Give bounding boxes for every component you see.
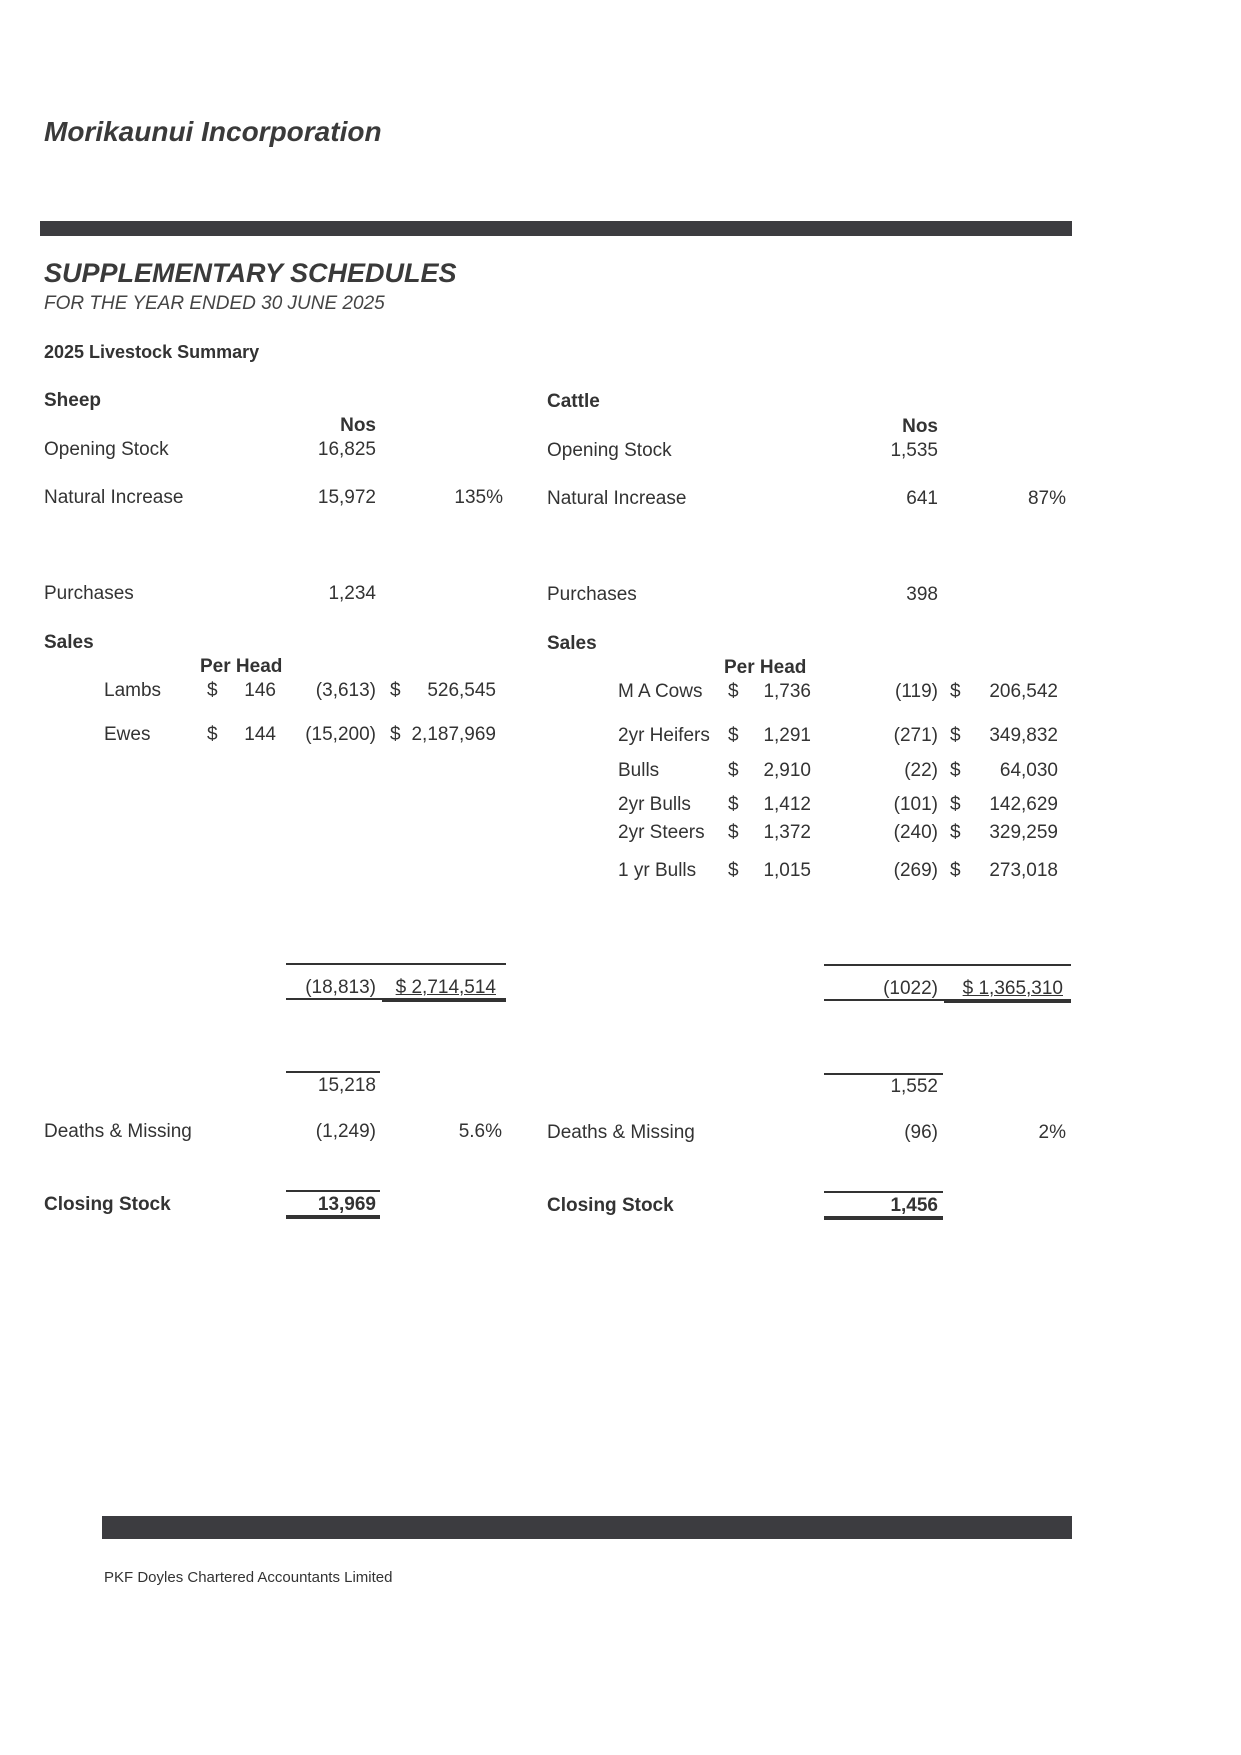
cattle-sale-row-name: 1 yr Bulls — [618, 860, 697, 881]
sheep-total-amount-rule — [382, 998, 506, 1002]
sheep-closing-value: 13,969 — [317, 1194, 376, 1215]
sheep-closing-label: Closing Stock — [44, 1194, 171, 1215]
cattle-total-top-rule — [824, 964, 1071, 966]
cattle-sale-row-per-head: 1,412 — [763, 794, 811, 815]
cattle-sale-row-currency: $ — [728, 681, 739, 702]
cattle-sale-row-amount: 329,259 — [989, 822, 1058, 843]
sheep-closing-top-rule — [286, 1190, 380, 1192]
cattle-closing-label: Closing Stock — [547, 1195, 674, 1216]
sheep-subtotal-rule — [286, 1071, 380, 1073]
cattle-sale-row-amount: 273,018 — [989, 860, 1058, 881]
cattle-purchases-value: 398 — [906, 584, 938, 605]
sheep-natural-value: 15,972 — [317, 487, 376, 508]
sheep-sale-row-currency: $ — [207, 680, 218, 701]
cattle-deaths-label: Deaths & Missing — [547, 1122, 695, 1143]
cattle-sale-row-qty: (240) — [893, 822, 938, 843]
cattle-sale-row-name: 2yr Bulls — [618, 794, 691, 815]
cattle-natural-value: 641 — [906, 488, 938, 509]
cattle-sale-row-currency: $ — [950, 760, 961, 781]
cattle-sale-row-name: 2yr Heifers — [618, 725, 710, 746]
cattle-total-amount: $ 1,365,310 — [962, 978, 1063, 999]
sheep-heading: Sheep — [44, 390, 102, 411]
sheep-deaths-value: (1,249) — [315, 1121, 376, 1142]
cattle-subtotal: 1,552 — [890, 1076, 938, 1097]
cattle-closing-top-rule — [824, 1191, 943, 1193]
sheep-sale-row-currency: $ — [390, 680, 401, 701]
cattle-subtotal-rule — [824, 1073, 943, 1075]
sheep-total-amount: $ 2,714,514 — [395, 977, 496, 998]
cattle-sale-row-qty: (271) — [893, 725, 938, 746]
cattle-sale-row-amount: 64,030 — [999, 760, 1058, 781]
sheep-opening-label: Opening Stock — [44, 439, 169, 460]
cattle-sale-row-amount: 349,832 — [989, 725, 1058, 746]
sheep-sale-row-name: Lambs — [104, 680, 162, 701]
cattle-sale-row-per-head: 1,291 — [763, 725, 811, 746]
cattle-sale-row-name: 2yr Steers — [618, 822, 705, 843]
cattle-sale-row-currency: $ — [950, 725, 961, 746]
cattle-opening-label: Opening Stock — [547, 440, 672, 461]
sheep-per-head-header: Per Head — [200, 656, 283, 677]
sheep-nos-header: Nos — [340, 415, 376, 436]
cattle-sale-row-currency: $ — [728, 860, 739, 881]
cattle-total-qty: (1022) — [883, 978, 938, 999]
cattle-natural-pct: 87% — [1027, 488, 1066, 509]
cattle-sale-row-currency: $ — [950, 794, 961, 815]
cattle-deaths-pct: 2% — [1038, 1122, 1066, 1143]
cattle-closing-rule — [824, 1216, 943, 1220]
sheep-sale-row-amount: 526,545 — [427, 680, 496, 701]
sheep-sale-row-per-head: 144 — [244, 724, 276, 745]
cattle-sale-row-currency: $ — [950, 822, 961, 843]
cattle-sale-row-name: Bulls — [618, 760, 660, 781]
cattle-natural-label: Natural Increase — [547, 488, 687, 509]
cattle-sale-row-qty: (22) — [904, 760, 938, 781]
sheep-natural-label: Natural Increase — [44, 487, 184, 508]
cattle-sale-row-per-head: 1,736 — [763, 681, 811, 702]
sheep-sale-row-per-head: 146 — [244, 680, 276, 701]
cattle-heading: Cattle — [547, 391, 600, 412]
cattle-closing-value: 1,456 — [890, 1195, 938, 1216]
header-bar — [40, 221, 1072, 236]
footer-bar — [102, 1516, 1072, 1539]
cattle-purchases-label: Purchases — [547, 584, 637, 605]
footer-text: PKF Doyles Chartered Accountants Limited — [104, 1569, 393, 1586]
cattle-sale-row-qty: (269) — [893, 860, 938, 881]
cattle-sales-label: Sales — [547, 633, 597, 654]
sheep-sale-row-currency: $ — [390, 724, 401, 745]
cattle-sale-row-per-head: 2,910 — [763, 760, 811, 781]
sheep-purchases-value: 1,234 — [328, 583, 376, 604]
sheep-total-qty: (18,813) — [305, 977, 376, 998]
cattle-sale-row-currency: $ — [728, 822, 739, 843]
cattle-sale-row-amount: 206,542 — [989, 681, 1058, 702]
cattle-sale-row-per-head: 1,372 — [763, 822, 811, 843]
cattle-per-head-header: Per Head — [724, 657, 807, 678]
cattle-sale-row-currency: $ — [728, 760, 739, 781]
sheep-sales-label: Sales — [44, 632, 94, 653]
page-title: SUPPLEMENTARY SCHEDULES — [44, 258, 457, 288]
sheep-opening-value: 16,825 — [317, 439, 376, 460]
cattle-total-amount-rule — [944, 999, 1071, 1003]
cattle-nos-header: Nos — [902, 416, 938, 437]
cattle-sale-row-currency: $ — [950, 681, 961, 702]
sheep-deaths-pct: 5.6% — [458, 1121, 502, 1142]
sheep-sale-row-name: Ewes — [104, 724, 151, 745]
cattle-sale-row-currency: $ — [950, 860, 961, 881]
sheep-closing-rule — [286, 1215, 380, 1219]
cattle-sale-row-currency: $ — [728, 725, 739, 746]
page-subtitle: FOR THE YEAR ENDED 30 JUNE 2025 — [44, 293, 385, 314]
sheep-sale-row-qty: (3,613) — [315, 680, 376, 701]
cattle-sale-row-currency: $ — [728, 794, 739, 815]
sheep-purchases-label: Purchases — [44, 583, 134, 604]
cattle-sale-row-per-head: 1,015 — [763, 860, 811, 881]
summary-title: 2025 Livestock Summary — [44, 342, 260, 362]
cattle-sale-row-name: M A Cows — [618, 681, 703, 702]
company-name: Morikaunui Incorporation — [44, 116, 382, 147]
sheep-sale-row-amount: 2,187,969 — [411, 724, 496, 745]
cattle-sale-row-qty: (119) — [895, 681, 938, 702]
sheep-deaths-label: Deaths & Missing — [44, 1121, 192, 1142]
sheep-total-top-rule — [286, 963, 506, 965]
sheep-sale-row-currency: $ — [207, 724, 218, 745]
cattle-deaths-value: (96) — [904, 1122, 938, 1143]
sheep-subtotal: 15,218 — [317, 1075, 376, 1096]
cattle-opening-value: 1,535 — [890, 440, 938, 461]
cattle-sale-row-qty: (101) — [893, 794, 938, 815]
sheep-sale-row-qty: (15,200) — [305, 724, 376, 745]
cattle-sale-row-amount: 142,629 — [989, 794, 1058, 815]
sheep-natural-pct: 135% — [454, 487, 503, 508]
